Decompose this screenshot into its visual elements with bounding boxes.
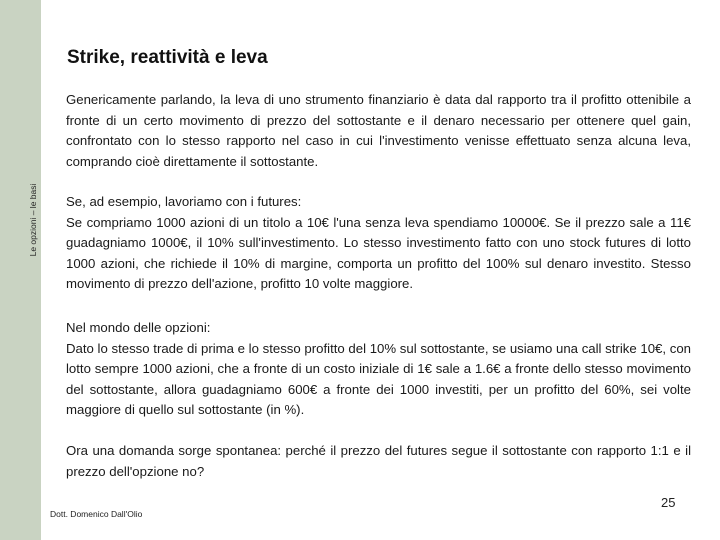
paragraph-text: Ora una domanda sorge spontanea: perché il prezzo del futures segue il sottostante con rapporto 1:1 e il prezzo dell'opzione no? [66,443,691,479]
paragraph-heading: Nel mondo delle opzioni: [66,320,211,335]
paragraph-futures-example [66,192,691,295]
slide-title: Strike, reattività e leva [67,47,268,68]
page-number: 25 [661,495,676,510]
paragraph-text: Se compriamo 1000 azioni di un titolo a 10€ l'una senza leva spendiamo 10000€. Se il prezzo sale a 11€ guadagniamo 1000€, il 10% sull'investimento. Lo stesso investimento fatto con uno stock futures di lotto 1000 azioni, che richiede il 10% di margine, comporta un profitto del 100% sul denaro investito. Stesso movimento di prezzo dell'azione, profitto 10 volte maggiore. [66,214,691,291]
footer-author: Dott. Domenico Dall'Olio [50,509,143,519]
sidebar-section-label: Le opzioni – le basi [28,183,38,257]
paragraph-text: Genericamente parlando, la leva di uno strumento finanziario è data dal rapporto tra il profitto ottenibile a fronte di un certo movimento di prezzo del sottostante e il denaro necessario per ottenere quel gain, confrontato con lo stesso rapporto nel caso in cui l'investimento venisse effettuato senza alcuna leva, comprando cioè direttamente il sottostante. [66,92,691,169]
paragraph-options-example [66,318,691,421]
paragraph-text: Dato lo stesso trade di prima e lo stesso profitto del 10% sul sottostante, se usiamo una call strike 10€, con lotto sempre 1000 azioni, che a fronte di un costo iniziale di 1€ sale a 1.6€ a fronte dello stesso movimento del sottostante, allora guadagniamo 600€ a fronte dei 1000 investiti, per un profitto del 60%, sei volte maggiore di quello sul sottostante (in %). [66,340,691,417]
sidebar-band [0,0,41,540]
paragraph-heading: Se, ad esempio, lavoriamo con i futures: [66,194,302,209]
paragraph-intro [66,90,691,172]
paragraph-question [66,441,691,482]
